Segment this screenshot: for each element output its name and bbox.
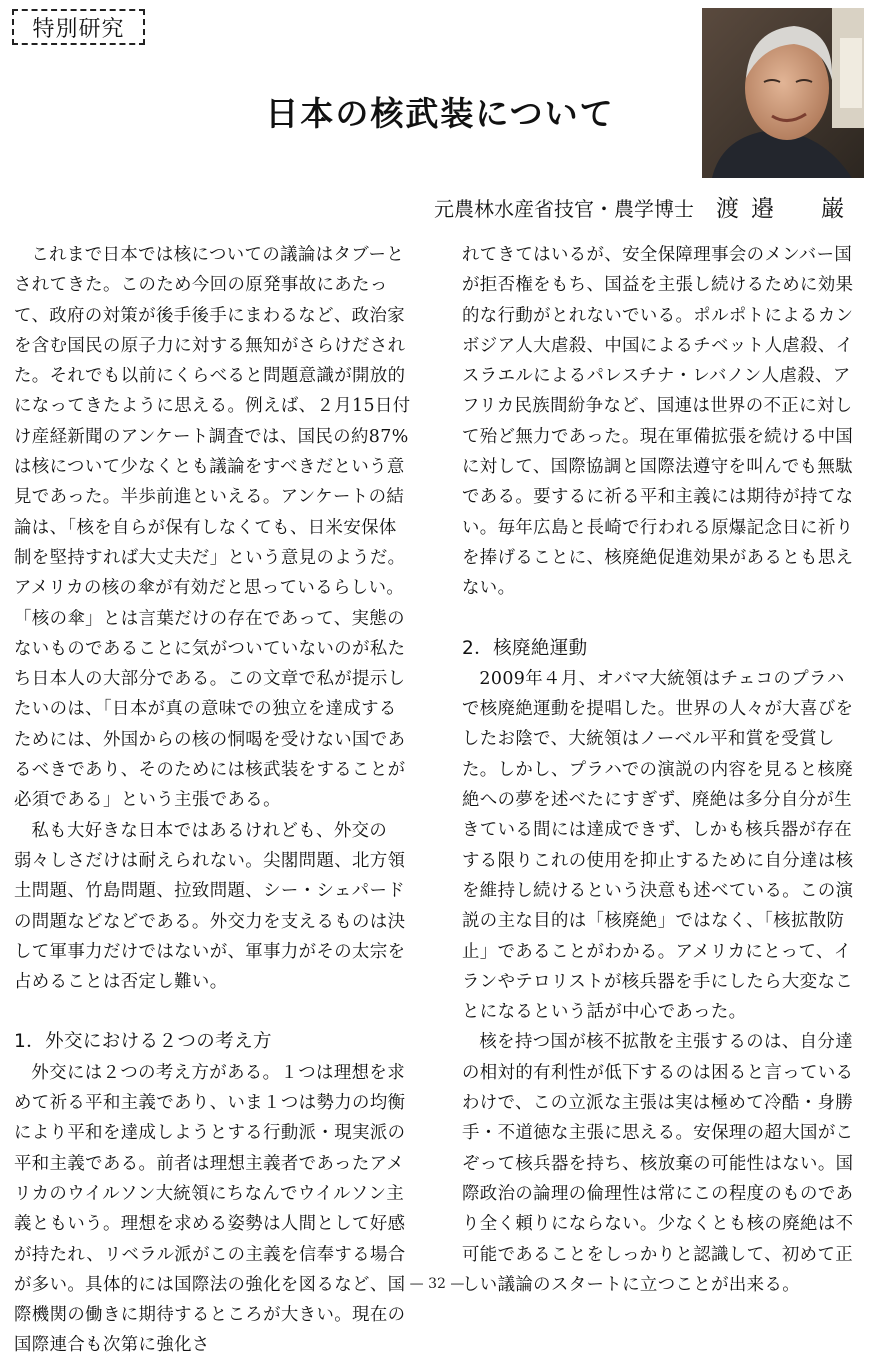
author-affiliation: 元農林水産省技官・農学博士 — [434, 197, 694, 221]
author-portrait-icon — [702, 8, 864, 178]
section-tag: 特別研究 — [12, 9, 145, 45]
author-name: 渡邉 巌 — [716, 196, 856, 222]
paragraph: 私も大好きな日本ではあるけれども、外交の弱々しさだけは耐えられない。尖閣問題、北方領土問題、竹島問題、拉致問題、シー・シェパードの問題などなどである。外交力を支えるものは決して軍事力だけではないが、軍事力がその太宗を占めることは否定し難い。 — [14, 820, 406, 993]
paragraph: れてきてはいるが、安全保障理事会のメンバー国が拒否権をもち、国益を主張し続けるために効果的な行動がとれないでいる。ポルポトによるカンボジア人大虐殺、中国によるチベット人虐殺、イスラエルによるパレスチナ・レバノン人虐殺、アフリカ民族間紛争など、国連は世界の不正に対して殆ど無力であった。現在軍備拡張を続ける中国に対して、国際協調と国際法遵守を叫んでも無駄である。要するに祈る平和主義には期待が持てない。毎年広島と長崎で行われる原爆記念日に祈りを捧げることに、核廃絶促進効果があるとも思えない。 — [462, 245, 854, 599]
page-number: — 32 — — [409, 1276, 465, 1292]
paragraph: これまで日本では核についての議論はタブーとされてきた。このため今回の原発事故にあたって、政府の対策が後手後手にまわるなど、政治家を含む国民の原子力に対する無知がさらけだされた。それでも以前にくらべると問題意識が開放的になってきたように思える。例えば、２月15日付け産経新聞のアンケート調査では、国民の約87%は核について少なくとも議論をすべきだという意見であった。半歩前進といえる。アンケートの結論は、「核を自らが保有しなくても、日米安保体制を堅持すれば大丈夫だ」という意見のようだ。アメリカの核の傘が有効だと思っているらしい。「核の傘」とは言葉だけの存在であって、実態のないものであることに気がついていないのが私たち日本人の大部分である。この文章で私が提示したいのは、「日本が真の意味での独立を達成するためには、外国からの核の恫喝を受けない国であるべきであり、そのためには核武装をすることが必須である」という主張である。 — [14, 245, 411, 811]
section-heading: 1．外交における２つの考え方 — [14, 1031, 272, 1053]
author-photo — [702, 8, 864, 178]
paragraph: 核を持つ国が核不拡散を主張するのは、自分達の相対的有利性が低下するのは困ると言っているわけで、この立派な主張は実は極めて冷酷・身勝手・不道徳な主張に思える。安保理の超大国がこぞって核兵器を持ち、核放棄の可能性はない。国際政治の論理の倫理性は常にこの程度のものであり全く頼りにならない。少なくとも核の廃絶は不可能であることをしっかりと認識して、初めて正しい議論のスタートに立つことが出来る。 — [462, 1032, 854, 1295]
right-column — [462, 240, 862, 1300]
section-heading: 2．核廃絶運動 — [462, 637, 588, 659]
paragraph: 2009年４月、オバマ大統領はチェコのプラハで核廃絶運動を提唱した。世界の人々が大喜びをしたお陰で、大統領はノーベル平和賞を受賞した。しかし、プラハでの演説の内容を見ると核廃絶への夢を述べたにすぎず、廃絶は多分自分が生きている間には達成できず、しかも核兵器が存在する限りこれの使用を抑止するために自分達は核を維持し続けるという決意も述べている。この演説の主な目的は「核廃絶」ではなく、「核拡散防止」であることがわかる。アメリカにとって、イランやテロリストが核兵器を手にしたら大変なことになるという話が中心であった。 — [462, 668, 854, 1023]
author-line — [434, 190, 856, 223]
left-column — [14, 240, 414, 1361]
article-title: 日本の核武装について — [265, 94, 615, 133]
paragraph: 外交には２つの考え方がある。１つは理想を求めて祈る平和主義であり、いま１つは勢力の均衡により平和を達成しようとする行動派・現実派の平和主義である。前者は理想主義者であったアメリカのウイルソン大統領にちなんでウイルソン主義ともいう。理想を求める姿勢は人間として好感が持たれ、リベラル派がこの主義を信奉する場合が多い。具体的には国際法の強化を図るなど、国際機関の働きに期待するところが大きい。現在の国際連合も次第に強化さ — [14, 1062, 406, 1356]
